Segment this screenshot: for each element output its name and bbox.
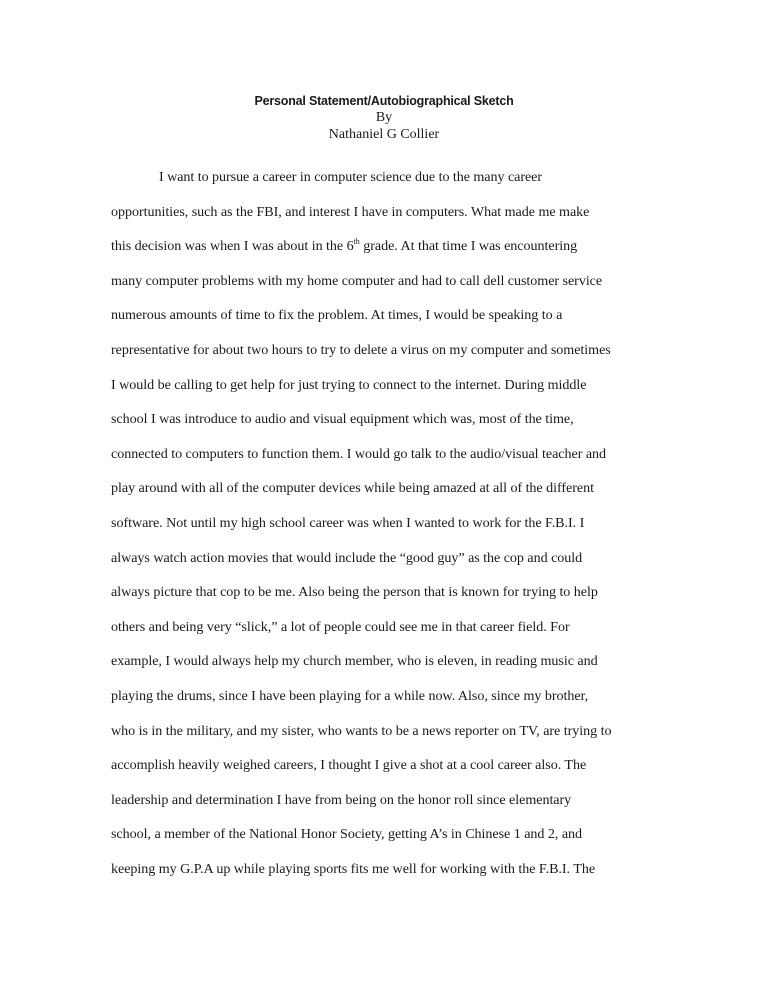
text-line: connected to computers to function them. I would go talk to the audio/visual teacher and [111,445,607,462]
author-name: Nathaniel G Collier [328,127,440,142]
text-line: leadership and determination I have from being on the honor roll since elementary [111,791,572,808]
text-line: numerous amounts of time to fix the problem. At times, I would be speaking to a [111,307,563,324]
text-line [111,229,671,264]
byline-label: By [375,110,393,125]
text-line: I would be calling to get help for just trying to connect to the internet. During middle [111,376,587,393]
text-line: play around with all of the computer devices while being amazed at all of the different [111,480,594,497]
body-paragraph [111,160,671,886]
text-line: representative for about two hours to try to delete a virus on my computer and sometimes [111,341,611,358]
text-line: school, a member of the National Honor Society, getting A’s in Chinese 1 and 2, and [111,826,583,843]
text-segment: grade. At that time I was encountering [359,238,578,255]
text-line: always picture that cop to be me. Also being the person that is known for trying to help [111,584,598,601]
text-segment: this decision was when I was about in the 6 [111,238,354,255]
text-line: many computer problems with my home computer and had to call dell customer service [111,272,603,289]
ordinal-superscript: th [353,237,360,247]
text-line: who is in the military, and my sister, who wants to be a news reporter on TV, are trying to [111,722,612,739]
text-line: always watch action movies that would include the “good guy” as the cop and could [111,549,583,566]
text-line: keeping my G.P.A up while playing sports fits me well for working with the F.B.I. The [111,860,596,877]
text-line: example, I would always help my church member, who is eleven, in reading music and [111,653,598,670]
text-line: software. Not until my high school career was when I wanted to work for the F.B.I. I [111,514,585,531]
text-line: others and being very “slick,” a lot of people could see me in that career field. For [111,618,570,635]
document-title: Personal Statement/Autobiographical Sketch [254,94,514,108]
text-line: opportunities, such as the FBI, and interest I have in computers. What made me make [111,203,590,220]
text-line: accomplish heavily weighed careers, I thought I give a shot at a cool career also. The [111,757,587,774]
text-line: playing the drums, since I have been playing for a while now. Also, since my brother, [111,687,589,704]
text-line: school I was introduce to audio and visual equipment which was, most of the time, [111,411,574,428]
text-line: I want to pursue a career in computer science due to the many career [159,169,543,185]
